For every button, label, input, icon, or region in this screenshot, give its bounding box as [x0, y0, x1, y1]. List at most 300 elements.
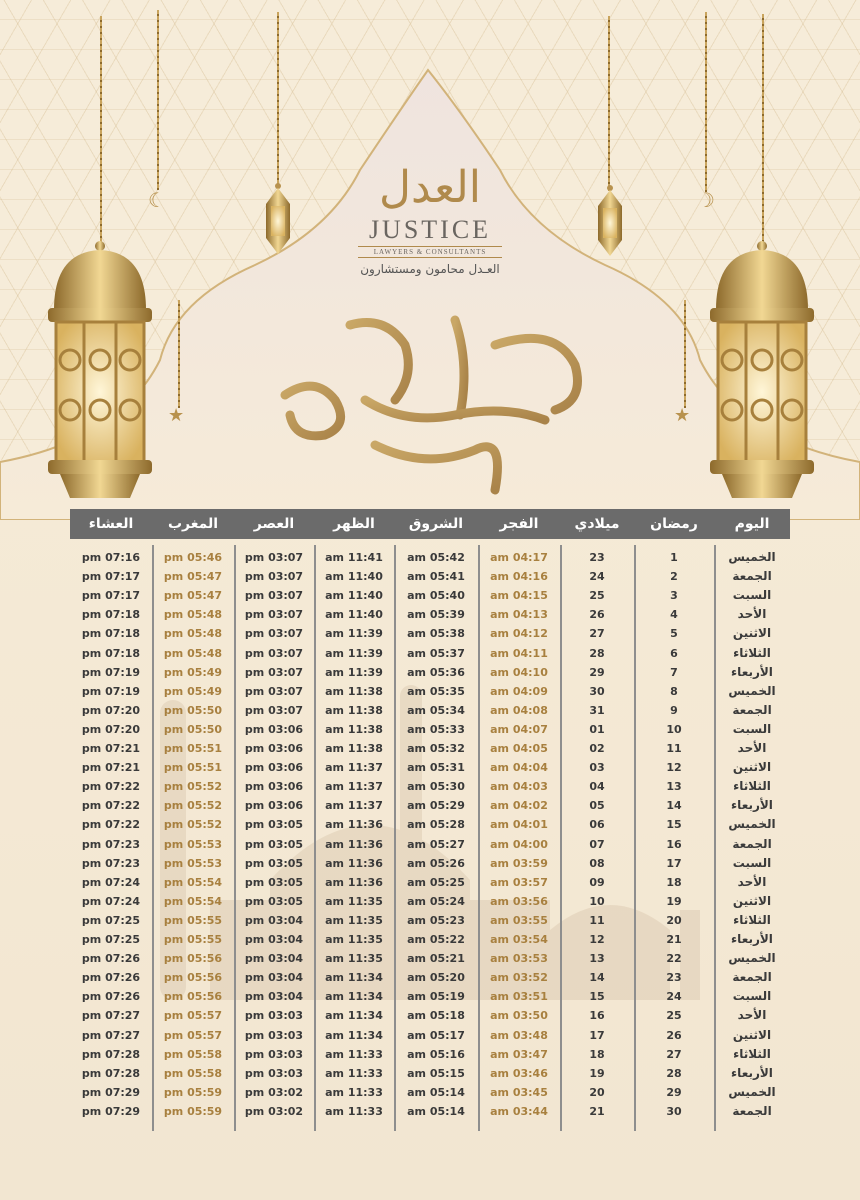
cell-maghrib: pm 05:53 [163, 856, 223, 870]
cell-asr: pm 03:05 [244, 818, 304, 832]
cell-asr: pm 03:03 [244, 1009, 304, 1023]
cell-ramadan: 18 [666, 875, 682, 889]
cell-asr: pm 03:05 [244, 856, 304, 870]
cell-dhuhr: am 11:35 [325, 913, 383, 927]
cell-greg: 14 [589, 971, 605, 985]
cell-ramadan: 2 [670, 570, 678, 584]
cell-isha: pm 07:25 [81, 933, 141, 946]
cell-dhuhr: am 11:37 [325, 799, 383, 813]
table-row [70, 777, 790, 796]
cell-greg: 23 [589, 551, 605, 564]
cell-sunrise: am 05:16 [407, 1047, 465, 1061]
cell-ramadan: 25 [666, 1009, 682, 1023]
cell-greg: 29 [589, 665, 605, 679]
cell-ramadan: 6 [670, 646, 678, 660]
crescent-moon-icon-left: ☾ [148, 188, 166, 212]
cell-day: الأربعاء [731, 798, 773, 813]
cell-sunrise: am 05:38 [407, 627, 465, 641]
lantern-icon-left [44, 240, 156, 500]
cell-isha: pm 07:25 [81, 913, 141, 927]
cell-day: الثلاثاء [733, 912, 771, 927]
cell-day: الأحد [737, 1008, 767, 1023]
cell-asr: pm 03:06 [244, 722, 304, 736]
cell-ramadan: 26 [666, 1028, 682, 1042]
cell-fajr: am 04:02 [490, 799, 548, 813]
cell-fajr: am 04:03 [490, 780, 548, 794]
cell-isha: pm 07:24 [81, 875, 141, 889]
table-row [70, 968, 790, 987]
cell-fajr: am 03:54 [490, 933, 548, 946]
table-row [70, 586, 790, 605]
cell-fajr: am 03:53 [490, 952, 548, 966]
cell-ramadan: 20 [666, 913, 682, 927]
cell-isha: pm 07:26 [81, 971, 141, 985]
table-row [70, 624, 790, 643]
cell-greg: 18 [589, 1047, 605, 1061]
cell-maghrib: pm 05:58 [163, 1047, 223, 1061]
cell-dhuhr: am 11:35 [325, 933, 383, 946]
cell-maghrib: pm 05:55 [163, 933, 223, 946]
cell-day: الجمعة [732, 569, 772, 584]
cell-asr: pm 03:04 [244, 971, 304, 985]
cell-day: الجمعة [732, 1103, 772, 1118]
table-row [70, 1026, 790, 1045]
cell-asr: pm 03:07 [244, 665, 304, 679]
cell-fajr: am 04:15 [490, 589, 548, 603]
chain-right-outer [762, 14, 764, 244]
cell-greg: 25 [589, 589, 605, 603]
cell-day: الاثنين [732, 760, 772, 775]
cell-dhuhr: am 11:33 [325, 1066, 383, 1080]
cell-greg: 08 [589, 856, 605, 870]
cell-maghrib: pm 05:52 [163, 780, 223, 794]
cell-greg: 03 [589, 761, 605, 775]
table-header [70, 509, 790, 539]
cell-day: السبت [732, 989, 772, 1004]
table-row [70, 1064, 790, 1083]
cell-maghrib: pm 05:57 [163, 1028, 223, 1042]
cell-day: الأحد [737, 874, 767, 889]
cell-day: الاثنين [732, 893, 772, 908]
cell-maghrib: pm 05:55 [163, 913, 223, 927]
cell-fajr: am 04:01 [490, 818, 548, 832]
cell-greg: 17 [589, 1028, 605, 1042]
cell-isha: pm 07:24 [81, 894, 141, 908]
table-row [70, 1102, 790, 1121]
cell-dhuhr: am 11:37 [325, 761, 383, 775]
cell-day: الثلاثاء [733, 1046, 771, 1061]
cell-ramadan: 7 [670, 665, 678, 679]
cell-isha: pm 07:22 [81, 799, 141, 813]
cell-isha: pm 07:18 [81, 627, 141, 641]
table-row [70, 949, 790, 968]
cell-asr: pm 03:07 [244, 627, 304, 641]
cell-dhuhr: am 11:36 [325, 856, 383, 870]
lantern-icon-right [706, 240, 818, 500]
cell-isha: pm 07:19 [81, 684, 141, 698]
cell-dhuhr: am 11:33 [325, 1047, 383, 1061]
cell-sunrise: am 05:21 [407, 952, 465, 966]
cell-day: الأربعاء [731, 664, 773, 679]
header-isha: العشاء [88, 516, 134, 532]
cell-asr: pm 03:07 [244, 646, 304, 660]
cell-sunrise: am 05:33 [407, 722, 465, 736]
header-gregorian: ميلادي [574, 516, 620, 532]
cell-greg: 16 [589, 1009, 605, 1023]
table-row [70, 644, 790, 663]
cell-asr: pm 03:03 [244, 1047, 304, 1061]
cell-fajr: am 03:46 [490, 1066, 548, 1080]
cell-dhuhr: am 11:36 [325, 818, 383, 832]
cell-isha: pm 07:22 [81, 818, 141, 832]
cell-dhuhr: am 11:36 [325, 875, 383, 889]
cell-maghrib: pm 05:50 [163, 703, 223, 717]
chain-center-left [277, 12, 279, 187]
cell-maghrib: pm 05:53 [163, 837, 223, 851]
cell-sunrise: am 05:20 [407, 971, 465, 985]
cell-day: الاثنين [732, 626, 772, 641]
cell-isha: pm 07:28 [81, 1066, 141, 1080]
table-row [70, 605, 790, 624]
cell-fajr: am 04:07 [490, 722, 548, 736]
cell-maghrib: pm 05:48 [163, 646, 223, 660]
cell-dhuhr: am 11:39 [325, 627, 383, 641]
cell-ramadan: 13 [666, 780, 682, 794]
cell-asr: pm 03:05 [244, 837, 304, 851]
cell-sunrise: am 05:14 [407, 1085, 465, 1099]
cell-asr: pm 03:07 [244, 570, 304, 584]
chain-left-outer [100, 16, 102, 246]
justice-logo [340, 160, 520, 278]
cell-day: الأحد [737, 741, 767, 755]
table-row [70, 548, 790, 567]
cell-sunrise: am 05:34 [407, 703, 465, 717]
cell-sunrise: am 05:29 [407, 799, 465, 813]
cell-greg: 19 [589, 1066, 605, 1080]
table-row [70, 1006, 790, 1025]
cell-fajr: am 03:50 [490, 1009, 548, 1023]
cell-greg: 07 [589, 837, 605, 851]
cell-greg: 27 [589, 627, 605, 641]
small-lantern-icon-left [262, 182, 294, 258]
cell-sunrise: am 05:15 [407, 1066, 465, 1080]
cell-sunrise: am 05:24 [407, 894, 465, 908]
cell-ramadan: 12 [666, 761, 682, 775]
cell-sunrise: am 05:25 [407, 875, 465, 889]
cell-isha: pm 07:20 [81, 722, 141, 736]
cell-isha: pm 07:21 [81, 742, 141, 755]
chain-star-right [684, 300, 686, 408]
cell-maghrib: pm 05:48 [163, 608, 223, 622]
cell-isha: pm 07:16 [81, 551, 141, 564]
cell-isha: pm 07:28 [81, 1047, 141, 1061]
crescent-moon-icon-right: ☽ [697, 188, 715, 212]
cell-asr: pm 03:06 [244, 780, 304, 794]
cell-dhuhr: am 11:34 [325, 971, 383, 985]
cell-ramadan: 8 [670, 684, 678, 698]
cell-maghrib: pm 05:48 [163, 627, 223, 641]
cell-sunrise: am 05:18 [407, 1009, 465, 1023]
cell-greg: 28 [589, 646, 605, 660]
cell-maghrib: pm 05:50 [163, 722, 223, 736]
cell-greg: 05 [589, 799, 605, 813]
cell-greg: 12 [589, 933, 605, 946]
cell-ramadan: 19 [666, 894, 682, 908]
cell-day: الاثنين [732, 1027, 772, 1042]
cell-asr: pm 03:04 [244, 990, 304, 1004]
cell-day: الخميس [728, 951, 776, 966]
cell-asr: pm 03:03 [244, 1066, 304, 1080]
cell-maghrib: pm 05:49 [163, 665, 223, 679]
cell-dhuhr: am 11:33 [325, 1104, 383, 1118]
cell-asr: pm 03:04 [244, 933, 304, 946]
cell-sunrise: am 05:41 [407, 570, 465, 584]
header-sunrise: الشروق [408, 516, 464, 532]
cell-isha: pm 07:27 [81, 1028, 141, 1042]
table-row [70, 1045, 790, 1064]
logo-english-name: JUSTICE [368, 215, 492, 244]
cell-fajr: am 04:04 [490, 761, 548, 775]
cell-isha: pm 07:23 [81, 837, 141, 851]
table-row [70, 701, 790, 720]
cell-asr: pm 03:07 [244, 551, 304, 564]
cell-maghrib: pm 05:56 [163, 952, 223, 966]
cell-day: الخميس [728, 683, 776, 698]
cell-dhuhr: am 11:35 [325, 894, 383, 908]
cell-asr: pm 03:06 [244, 799, 304, 813]
cell-fajr: am 04:12 [490, 627, 548, 641]
ramadan-kareem-calligraphy [255, 305, 605, 495]
chain-right-inner [705, 12, 707, 192]
cell-maghrib: pm 05:46 [163, 551, 223, 564]
cell-isha: pm 07:17 [81, 570, 141, 584]
cell-dhuhr: am 11:38 [325, 722, 383, 736]
cell-fajr: am 04:00 [490, 837, 548, 851]
header-dhuhr: الظهر [333, 516, 375, 532]
logo-tagline: LAWYERS & CONSULTANTS [358, 246, 502, 258]
cell-isha: pm 07:26 [81, 990, 141, 1004]
cell-sunrise: am 05:26 [407, 856, 465, 870]
cell-dhuhr: am 11:35 [325, 952, 383, 966]
cell-ramadan: 17 [666, 856, 682, 870]
cell-day: الخميس [728, 1084, 776, 1099]
cell-greg: 04 [589, 780, 605, 794]
cell-greg: 21 [589, 1104, 605, 1118]
cell-fajr: am 03:48 [490, 1028, 548, 1042]
cell-ramadan: 30 [666, 1104, 682, 1118]
header-ramadan: رمضان [650, 516, 698, 532]
table-row [70, 796, 790, 815]
cell-sunrise: am 05:35 [407, 684, 465, 698]
cell-greg: 26 [589, 608, 605, 622]
cell-day: الأربعاء [731, 1065, 773, 1080]
cell-asr: pm 03:05 [244, 875, 304, 889]
logo-arabic-name: العدل [379, 162, 481, 213]
cell-maghrib: pm 05:58 [163, 1066, 223, 1080]
cell-sunrise: am 05:32 [407, 742, 465, 755]
cell-maghrib: pm 05:47 [163, 589, 223, 603]
greeting-text: رمضان كريم [424, 414, 436, 416]
cell-asr: pm 03:04 [244, 952, 304, 966]
cell-isha: pm 07:18 [81, 646, 141, 660]
cell-ramadan: 5 [670, 627, 678, 641]
small-lantern-icon-right [594, 184, 626, 260]
cell-fajr: am 04:05 [490, 742, 548, 755]
cell-ramadan: 4 [670, 608, 678, 622]
cell-sunrise: am 05:19 [407, 990, 465, 1004]
cell-asr: pm 03:07 [244, 684, 304, 698]
cell-day: الأربعاء [731, 932, 773, 946]
cell-maghrib: pm 05:57 [163, 1009, 223, 1023]
cell-ramadan: 1 [670, 551, 678, 564]
cell-sunrise: am 05:22 [407, 933, 465, 946]
cell-sunrise: am 05:27 [407, 837, 465, 851]
cell-ramadan: 14 [666, 799, 682, 813]
cell-greg: 10 [589, 894, 605, 908]
cell-sunrise: am 05:40 [407, 589, 465, 603]
header-day: اليوم [734, 516, 770, 532]
cell-asr: pm 03:05 [244, 894, 304, 908]
cell-maghrib: pm 05:54 [163, 875, 223, 889]
cell-day: الجمعة [732, 836, 772, 851]
table-row [70, 720, 790, 739]
cell-isha: pm 07:18 [81, 608, 141, 622]
cell-dhuhr: am 11:37 [325, 780, 383, 794]
cell-greg: 13 [589, 952, 605, 966]
header-maghrib: المغرب [167, 516, 219, 532]
cell-sunrise: am 05:39 [407, 608, 465, 622]
cell-sunrise: am 05:14 [407, 1104, 465, 1118]
table-row [70, 854, 790, 873]
cell-fajr: am 04:16 [490, 570, 548, 584]
cell-dhuhr: am 11:36 [325, 837, 383, 851]
cell-isha: pm 07:20 [81, 703, 141, 717]
cell-ramadan: 28 [666, 1066, 682, 1080]
cell-maghrib: pm 05:54 [163, 894, 223, 908]
cell-isha: pm 07:23 [81, 856, 141, 870]
chain-left-inner [157, 10, 159, 190]
cell-ramadan: 29 [666, 1085, 682, 1099]
cell-greg: 01 [589, 722, 605, 736]
cell-ramadan: 10 [666, 722, 682, 736]
table-row [70, 873, 790, 892]
cell-isha: pm 07:17 [81, 589, 141, 603]
cell-fajr: am 03:57 [490, 875, 548, 889]
header-asr: العصر [253, 516, 295, 532]
cell-ramadan: 9 [670, 703, 678, 717]
cell-dhuhr: am 11:34 [325, 990, 383, 1004]
cell-ramadan: 23 [666, 971, 682, 985]
cell-asr: pm 03:07 [244, 589, 304, 603]
cell-dhuhr: am 11:34 [325, 1028, 383, 1042]
cell-asr: pm 03:07 [244, 703, 304, 717]
cell-maghrib: pm 05:49 [163, 684, 223, 698]
cell-maghrib: pm 05:51 [163, 742, 223, 755]
cell-isha: pm 07:29 [81, 1085, 141, 1099]
cell-ramadan: 27 [666, 1047, 682, 1061]
cell-greg: 30 [589, 684, 605, 698]
cell-day: الخميس [728, 550, 776, 564]
cell-sunrise: am 05:36 [407, 665, 465, 679]
cell-day: السبت [732, 721, 772, 736]
cell-maghrib: pm 05:51 [163, 761, 223, 775]
cell-sunrise: am 05:31 [407, 761, 465, 775]
cell-asr: pm 03:04 [244, 913, 304, 927]
cell-fajr: am 04:10 [490, 665, 548, 679]
cell-isha: pm 07:19 [81, 665, 141, 679]
cell-ramadan: 15 [666, 818, 682, 832]
cell-dhuhr: am 11:39 [325, 665, 383, 679]
cell-fajr: am 03:44 [490, 1104, 548, 1118]
table-row [70, 758, 790, 777]
cell-day: الجمعة [732, 702, 772, 717]
cell-dhuhr: am 11:38 [325, 684, 383, 698]
cell-ramadan: 21 [666, 933, 682, 946]
cell-day: الأحد [737, 607, 767, 622]
cell-fajr: am 03:55 [490, 913, 548, 927]
table-row [70, 987, 790, 1006]
cell-ramadan: 16 [666, 837, 682, 851]
table-row [70, 835, 790, 854]
chain-center-right [608, 16, 610, 191]
cell-sunrise: am 05:28 [407, 818, 465, 832]
cell-day: الثلاثاء [733, 645, 771, 660]
cell-dhuhr: am 11:41 [325, 551, 383, 564]
star-icon-right: ★ [674, 405, 691, 426]
cell-asr: pm 03:02 [244, 1085, 304, 1099]
logo-arabic-tagline: العـدل محامون ومستشارون [360, 262, 500, 276]
cell-greg: 09 [589, 875, 605, 889]
cell-fajr: am 03:51 [490, 990, 548, 1004]
cell-maghrib: pm 05:47 [163, 570, 223, 584]
cell-fajr: am 03:52 [490, 971, 548, 985]
cell-dhuhr: am 11:40 [325, 608, 383, 622]
cell-greg: 20 [589, 1085, 605, 1099]
cell-maghrib: pm 05:59 [163, 1085, 223, 1099]
cell-isha: pm 07:21 [81, 761, 141, 775]
table-row [70, 682, 790, 701]
cell-sunrise: am 05:42 [407, 551, 465, 564]
table-row [70, 739, 790, 758]
cell-fajr: am 03:47 [490, 1047, 548, 1061]
cell-dhuhr: am 11:33 [325, 1085, 383, 1099]
cell-fajr: am 04:09 [490, 684, 548, 698]
cell-greg: 02 [589, 742, 605, 755]
cell-day: الثلاثاء [733, 779, 771, 794]
table-row [70, 930, 790, 949]
cell-ramadan: 22 [666, 952, 682, 966]
cell-maghrib: pm 05:52 [163, 818, 223, 832]
cell-greg: 31 [589, 703, 605, 717]
cell-asr: pm 03:03 [244, 1028, 304, 1042]
cell-maghrib: pm 05:56 [163, 990, 223, 1004]
cell-asr: pm 03:06 [244, 761, 304, 775]
cell-day: الجمعة [732, 970, 772, 985]
cell-dhuhr: am 11:34 [325, 1009, 383, 1023]
cell-fajr: am 03:45 [490, 1085, 548, 1099]
cell-sunrise: am 05:23 [407, 913, 465, 927]
cell-maghrib: pm 05:59 [163, 1104, 223, 1118]
table-row [70, 815, 790, 834]
cell-greg: 06 [589, 818, 605, 832]
cell-isha: pm 07:26 [81, 952, 141, 966]
cell-asr: pm 03:07 [244, 608, 304, 622]
table-row [70, 663, 790, 682]
cell-fajr: am 04:08 [490, 703, 548, 717]
cell-fajr: am 04:17 [490, 551, 548, 564]
header-fajr: الفجر [499, 516, 539, 532]
cell-ramadan: 3 [670, 589, 678, 603]
